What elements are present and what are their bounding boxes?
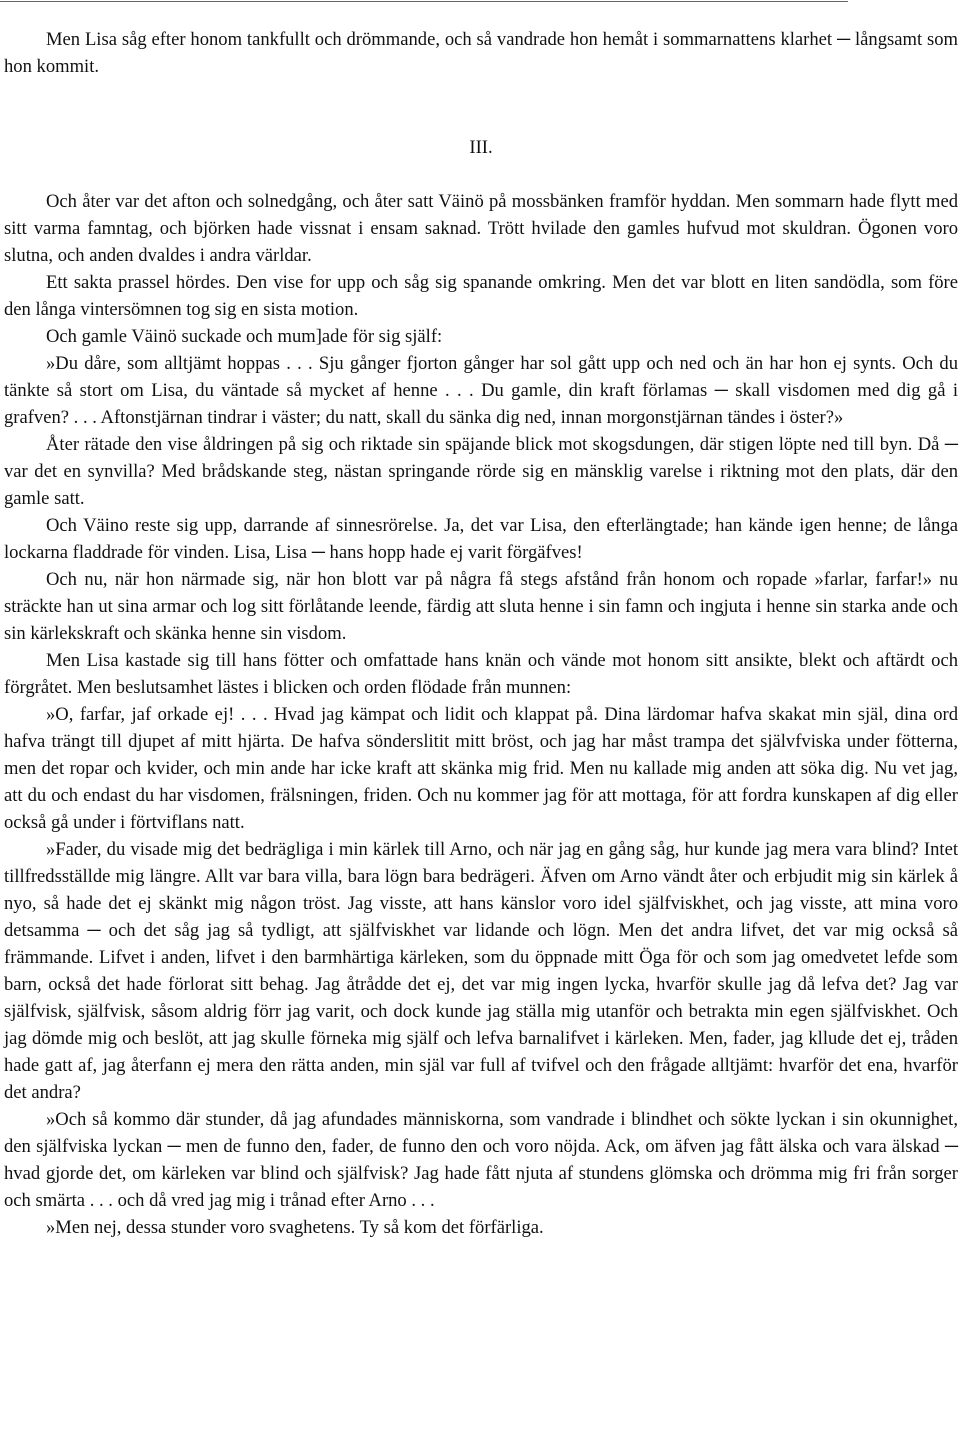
paragraph: Ett sakta prassel hördes. Den vise for upp och såg sig spanande omkring. Men det var blott en liten sandödla, som före den långa vintersömnen tog sig en sista motion. bbox=[4, 272, 958, 320]
paragraph: Och nu, när hon närmade sig, när hon blott var på några få stegs afstånd från honom och ropade »farlar, farfar!» nu sträckte han ut sina armar och log sitt förlåtande leende, färdig att sluta henne i sin famn och ingjuta i henne sin starka ande och sin kärlekskraft och skänka henne sin visdom. bbox=[4, 569, 958, 644]
paragraph: Åter rätade den vise åldringen på sig och riktade sin späjande blick mot skogsdungen, där stigen löpte ned till byn. Då ─ var det en synvilla? Med brådskande steg, nästan springande rörde sig en mänsklig varelse i riktning mot den plats, där den gamle satt. bbox=[4, 434, 958, 509]
document-page bbox=[4, 26, 958, 1241]
paragraph: »O, farfar, jaf orkade ej! . . . Hvad jag kämpat och lidit och klappat på. Dina lärdomar hafva skakat min själ, dina ord hafva trängt till djupet af mitt hjärta. De hafva sönderslitit mitt bröst, och jag har måst trampa det självfviska under fötterna, men det ropar och kvider, och min ande har icke kraft att skänka mig frid. Men nu kallade mig anden att söka dig. Nu vet jag, att du och endast du har visdomen, frälsningen, friden. Och nu kommer jag för att mottaga, för att fordra kunskapen af dig eller också gå under i förtviflans natt. bbox=[4, 704, 958, 833]
paragraph: Och åter var det afton och solnedgång, och åter satt Väinö på mossbänken framför hyddan. Men sommarn hade flytt med sitt varma famntag, och björken hade vissnat i ensam saknad. Trött hvilade den gamles hufvud mot skuldran. Ögonen voro slutna, och anden dvaldes i andra världar. bbox=[4, 191, 958, 266]
paragraph: Och gamle Väinö suckade och mum]ade för sig själf: bbox=[46, 326, 443, 347]
paragraph: Men Lisa kastade sig till hans fötter och omfattade hans knän och vände mot honom sitt ansikte, blekt och aftärdt och förgråtet. Men beslutsamhet lästes i blicken och orden flödade från munnen: bbox=[4, 650, 958, 698]
paragraph: »Men nej, dessa stunder voro svaghetens. Ty så kom det förfärliga. bbox=[46, 1217, 544, 1238]
paragraph: Och Väino reste sig upp, darrande af sinnesrörelse. Ja, det var Lisa, den efterlängtade; han kände igen henne; de långa lockarna fladdrade för vinden. Lisa, Lisa ─ hans hopp hade ej varit förgäfves! bbox=[4, 515, 958, 563]
paragraph-intro: Men Lisa såg efter honom tankfullt och drömmande, och så vandrade hon hemåt i sommarnattens klarhet ─ långsamt som hon kommit. bbox=[4, 29, 958, 77]
paragraph: »Och så kommo där stunder, då jag afundades människorna, som vandrade i blindhet och sökte lyckan i sin okunnighet, den själfviska lyckan ─ men de funno den, fader, de funno den och voro nöjda. Ack, om äfven jag fått älska och vara älskad ─ hvad gjorde det, om kärleken var blind och själfvisk? Jag hade fått njuta af stundens glömska och drömma mig fri från sorger och smärta . . . och då vred jag mig i trånad efter Arno . . . bbox=[4, 1109, 958, 1211]
paragraph: »Fader, du visade mig det bedrägliga i min kärlek till Arno, och när jag en gång såg, hur kunde jag mera vara blind? Intet tillfredsställde mig längre. Allt var bara villa, bara lögn bara bedrägeri. Äfven om Arno vändt åter och erbjudit mig sin kärlek å nyo, så hade det ej skänkt mig någon tröst. Jag visste, att hans känslor voro idel själfviskhet, och jag visste, att mina voro detsamma ─ och det såg jag så tydligt, att själfviskhet var lidande och lögn. Men det andra lifvet, det var mig också så främmande. Lifvet i anden, lifvet i den barmhärtiga kärleken, som du öppnade mitt Öga för och som jag omedvetet lefde som barn, också det hade förlorat sitt behag. Jag åtrådde det ej, det var mig ingen lycka, hvarför skulle jag då lefva det? Jag var själfvisk, själfvisk, såsom aldrig förr jag varit, och dock kunde jag ställa mig utanför och betrakta min egen själfviskhet. Och jag dömde mig och beslöt, att jag skulle förneka mig själf och lefva barnalifvet i kärleken. Men, fader, jag kllude det ej, tråden hade gatt af, jag återfann ej mera den rätta anden, min själ var full af tvifvel och den frågade alltjämt: hvarför det ena, hvarför det andra? bbox=[4, 839, 958, 1103]
section-heading: III. bbox=[469, 137, 493, 158]
top-rule bbox=[0, 1, 848, 2]
paragraph: »Du dåre, som alltjämt hoppas . . . Sju gånger fjorton gånger har sol gått upp och ned och än har hon ej synts. Och du tänkte så stort om Lisa, du väntade så mycket af henne . . . Du gamle, din kraft förlamas ─ skall visdomen med dig gå i grafven? . . . Aftonstjärnan tindrar i väster; du natt, skall du sänka dig ned, innan morgonstjärnan tändes i öster?» bbox=[4, 353, 958, 428]
